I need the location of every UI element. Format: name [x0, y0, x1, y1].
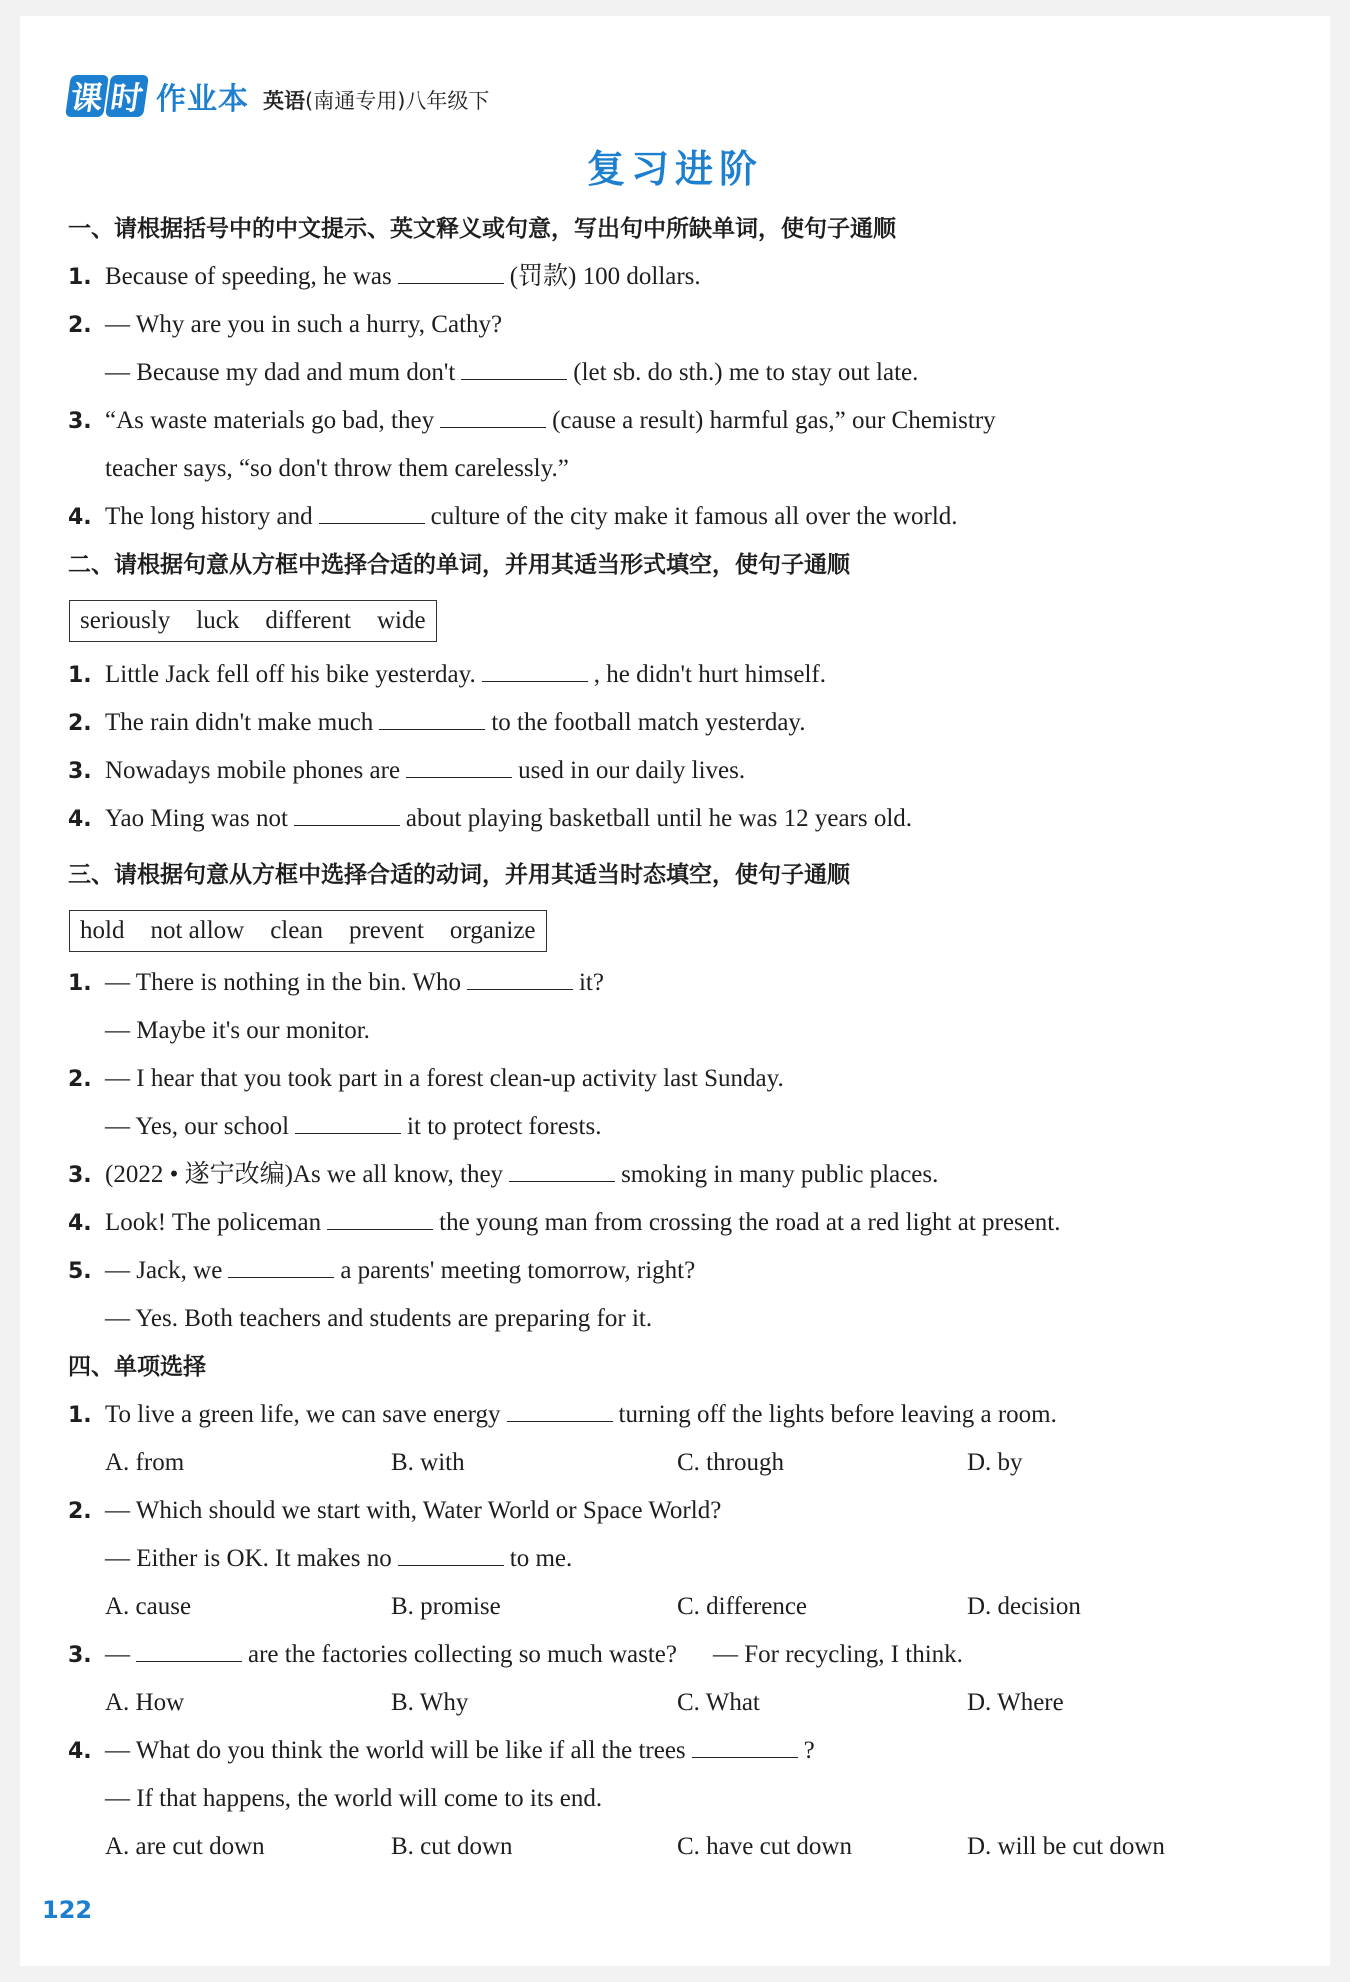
header	[68, 68, 489, 124]
question-text: used in our daily lives.	[518, 757, 746, 784]
question-text: it to protect forests.	[407, 1113, 602, 1140]
word-option: clean	[270, 917, 323, 944]
s3-question-1-reply: — Maybe it's our monitor.	[105, 1017, 370, 1044]
word-option: luck	[196, 607, 240, 634]
answer-blank[interactable]	[406, 755, 512, 778]
option-b[interactable]: B. cut down	[391, 1833, 513, 1860]
word-box	[69, 910, 547, 952]
option-c[interactable]: C. difference	[677, 1593, 808, 1620]
option-b[interactable]: B. Why	[391, 1689, 469, 1716]
word-option: organize	[449, 917, 536, 944]
option-a[interactable]: A. are cut down	[105, 1833, 265, 1860]
answer-blank[interactable]	[467, 967, 573, 990]
option-a[interactable]: A. cause	[105, 1593, 192, 1620]
answer-blank[interactable]	[294, 803, 400, 826]
question-number: 4.	[68, 807, 92, 832]
question-text: to the football match yesterday.	[491, 709, 806, 736]
answer-blank[interactable]	[228, 1255, 334, 1278]
s3-question-2-reply	[68, 1110, 1335, 1144]
question-text: — Either is OK. It makes no	[105, 1545, 392, 1572]
s1-question-1	[68, 260, 1298, 295]
question-text: ?	[803, 1737, 815, 1764]
question-text: smoking in many public places.	[621, 1161, 939, 1188]
question-text: culture of the city make it famous all over the world.	[430, 503, 958, 530]
section-3-heading: 三、请根据句意从方框中选择合适的动词，并用其适当时态填空，使句子通顺	[68, 862, 850, 888]
question-text: Nowadays mobile phones are	[105, 757, 401, 784]
question-text: it?	[578, 969, 604, 996]
s2-question-4	[68, 802, 1298, 837]
question-text: — Yes, our school	[105, 1113, 290, 1140]
question-number: 3.	[68, 1163, 92, 1188]
answer-blank[interactable]	[319, 501, 425, 524]
question-number: 2.	[68, 711, 92, 736]
option-d[interactable]: D. Where	[967, 1689, 1064, 1716]
logo-char-1: 课	[65, 75, 109, 117]
question-text: (罚款) 100 dollars.	[509, 263, 701, 290]
question-number: 3.	[68, 759, 92, 784]
s3-question-4	[68, 1206, 1298, 1241]
question-text: turning off the lights before leaving a room.	[618, 1401, 1057, 1428]
option-d[interactable]: D. by	[967, 1449, 1023, 1476]
question-number: 2.	[68, 313, 92, 338]
logo-text: 作业本	[156, 82, 249, 117]
question-number: 2.	[68, 1499, 92, 1524]
word-option: different	[265, 607, 351, 634]
question-text: (2022 • 遂宁改编)As we all know, they	[105, 1161, 504, 1188]
question-number: 4.	[68, 1211, 92, 1236]
s2-question-3	[68, 754, 1298, 789]
s2-question-2	[68, 706, 1298, 741]
question-text: are the factories collecting so much waste?	[248, 1641, 677, 1668]
question-number: 1.	[68, 1403, 92, 1428]
question-text: —	[105, 1641, 130, 1668]
option-b[interactable]: B. with	[391, 1449, 465, 1476]
question-text: a parents' meeting tomorrow, right?	[340, 1257, 696, 1284]
answer-blank[interactable]	[398, 261, 504, 284]
question-text: Yao Ming was not	[105, 805, 288, 832]
option-a[interactable]: A. from	[105, 1449, 185, 1476]
page-number: 122	[42, 1896, 93, 1924]
section-2-heading: 二、请根据句意从方框中选择合适的单词，并用其适当形式填空，使句子通顺	[68, 552, 850, 578]
s4-question-4	[68, 1734, 1298, 1769]
question-text: To live a green life, we can save energy	[105, 1401, 501, 1428]
textbook-page	[20, 16, 1330, 1966]
question-number: 2.	[68, 1067, 92, 1092]
s2-question-1	[68, 658, 1298, 693]
word-option: prevent	[348, 917, 424, 944]
answer-blank[interactable]	[398, 1543, 504, 1566]
question-number: 5.	[68, 1259, 92, 1284]
s1-question-2-reply	[68, 356, 1335, 390]
question-text: The rain didn't make much	[105, 709, 374, 736]
s1-question-2	[68, 308, 1298, 343]
question-number: 1.	[68, 265, 92, 290]
answer-blank[interactable]	[136, 1639, 242, 1662]
question-number: 1.	[68, 663, 92, 688]
question-text: — Because my dad and mum don't	[105, 359, 456, 386]
word-option: seriously	[80, 607, 171, 634]
question-text: The long history and	[105, 503, 313, 530]
word-option: hold	[80, 917, 125, 944]
word-box	[69, 600, 437, 642]
answer-blank[interactable]	[379, 707, 485, 730]
question-text: — What do you think the world will be like if all the trees	[105, 1737, 686, 1764]
question-number: 3.	[68, 1643, 92, 1668]
grade: (南通专用)八年级下	[305, 89, 490, 113]
question-text: “As waste materials go bad, they	[105, 407, 435, 434]
question-number: 4.	[68, 505, 92, 530]
word-option: wide	[376, 607, 426, 634]
answer-blank[interactable]	[692, 1735, 798, 1758]
option-d[interactable]: D. decision	[967, 1593, 1081, 1620]
question-number: 1.	[68, 971, 92, 996]
option-b[interactable]: B. promise	[391, 1593, 501, 1620]
answer-blank[interactable]	[295, 1111, 401, 1134]
question-text: — Why are you in such a hurry, Cathy?	[105, 311, 503, 338]
option-d[interactable]: D. will be cut down	[967, 1833, 1165, 1860]
question-text: Little Jack fell off his bike yesterday.	[105, 661, 476, 688]
answer-blank[interactable]	[461, 357, 567, 380]
answer-blank[interactable]	[440, 405, 546, 428]
option-c[interactable]: C. have cut down	[677, 1833, 852, 1860]
question-text: — I hear that you took part in a forest clean-up activity last Sunday.	[105, 1065, 784, 1092]
logo-char-2: 时	[105, 75, 149, 117]
question-text: to me.	[509, 1545, 573, 1572]
answer-blank[interactable]	[482, 659, 588, 682]
subject: 英语	[263, 89, 305, 113]
question-text: Because of speeding, he was	[105, 263, 392, 290]
option-a[interactable]: A. How	[105, 1689, 185, 1716]
question-text: , he didn't hurt himself.	[593, 661, 826, 688]
question-text: about playing basketball until he was 12 years old.	[405, 805, 913, 832]
option-c[interactable]: C. What	[677, 1689, 760, 1716]
question-text: — There is nothing in the bin. Who	[105, 969, 461, 996]
answer-blank[interactable]	[509, 1159, 615, 1182]
question-text: (let sb. do sth.) me to stay out late.	[573, 359, 919, 386]
s4-question-3	[68, 1638, 1298, 1673]
page-title: 复习进阶	[586, 147, 763, 191]
s1-question-3-cont: teacher says, “so don't throw them carelessly.”	[105, 455, 569, 482]
answer-blank[interactable]	[327, 1207, 433, 1230]
s4-question-4-reply: — If that happens, the world will come to its end.	[105, 1785, 603, 1812]
s4-question-2	[68, 1494, 1298, 1529]
question-text: — For recycling, I think.	[712, 1641, 963, 1668]
option-c[interactable]: C. through	[677, 1449, 784, 1476]
word-option: not allow	[150, 917, 245, 944]
s4-question-1	[68, 1398, 1298, 1433]
question-text: — Jack, we	[105, 1257, 223, 1284]
s3-question-5	[68, 1254, 1298, 1289]
s3-question-5-reply: — Yes. Both teachers and students are preparing for it.	[105, 1305, 653, 1332]
answer-blank[interactable]	[507, 1399, 613, 1422]
s4-question-2-reply	[68, 1542, 1335, 1576]
question-text: the young man from crossing the road at a red light at present.	[439, 1209, 1061, 1236]
section-4-heading: 四、单项选择	[68, 1354, 206, 1380]
question-text: (cause a result) harmful gas,” our Chemistry	[552, 407, 996, 434]
s1-question-4	[68, 500, 1298, 535]
s3-question-1	[68, 966, 1298, 1001]
s3-question-3	[68, 1158, 1298, 1193]
question-number: 3.	[68, 409, 92, 434]
section-1-heading: 一、请根据括号中的中文提示、英文释义或句意，写出句中所缺单词，使句子通顺	[68, 216, 896, 242]
s1-question-3	[68, 404, 1298, 439]
s3-question-2	[68, 1062, 1298, 1097]
logo	[68, 75, 148, 117]
header-subtitle	[263, 85, 489, 115]
question-text: Look! The policeman	[105, 1209, 322, 1236]
question-number: 4.	[68, 1739, 92, 1764]
question-text: — Which should we start with, Water World or Space World?	[105, 1497, 722, 1524]
